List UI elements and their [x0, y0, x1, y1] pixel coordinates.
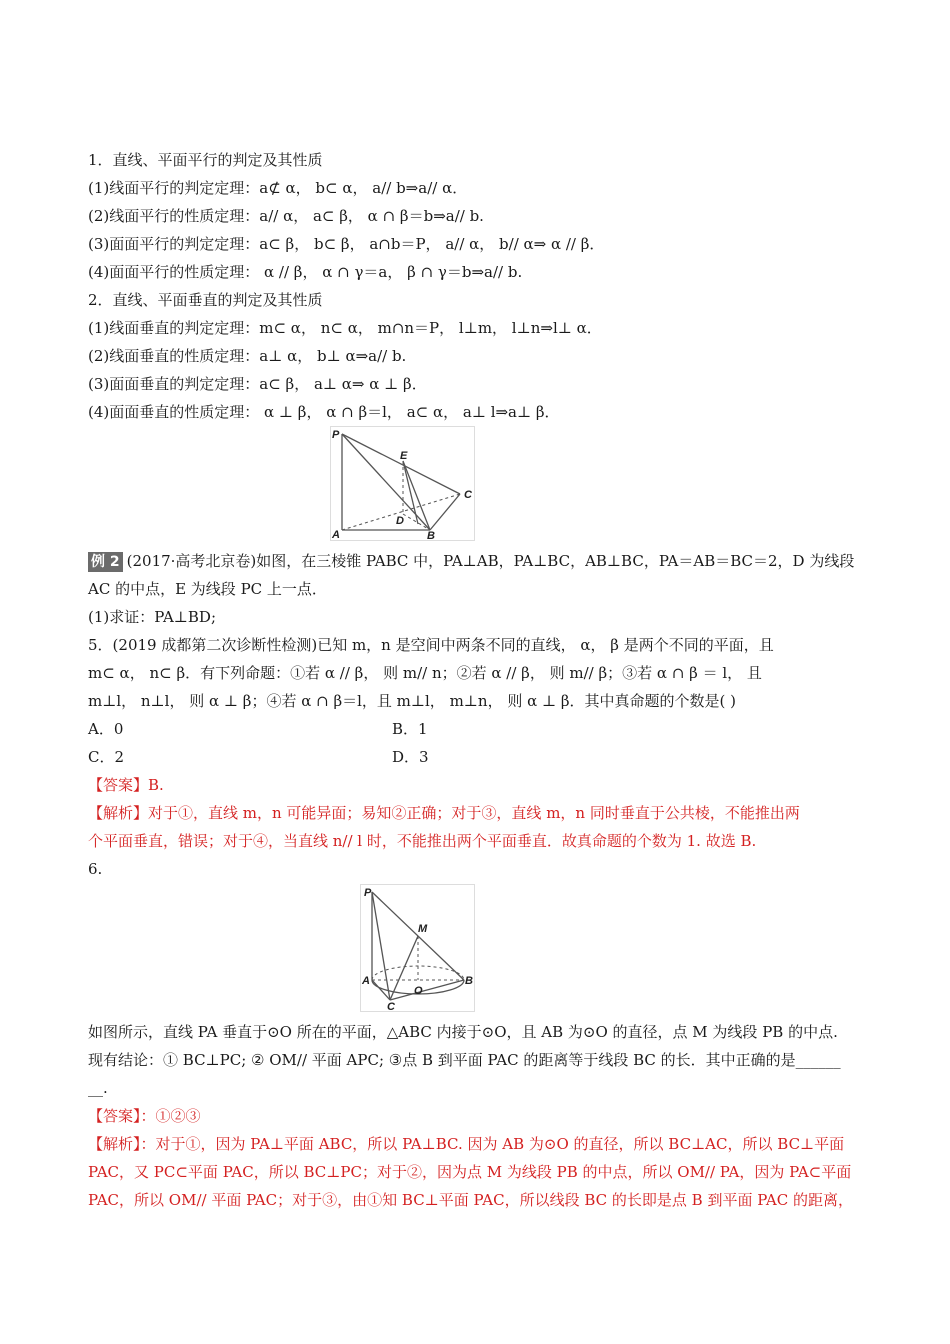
- q6-analysis-line2: PAC，又 PC⊂平面 PAC，所以 BC⊥PC；对于②，因为点 M 为线段 PB 的中点，所以 OM// PA，因为 PA⊂平面: [88, 1163, 852, 1181]
- section1-item: (1)线面平行的判定定理：a⊄ α， b⊂ α， a// b⇒a// α．: [88, 179, 468, 197]
- q6-answer: 【答案】：①②③: [88, 1107, 201, 1125]
- label-c: C: [387, 1001, 395, 1012]
- section1-item: (3)面面平行的判定定理：a⊂ β， b⊂ β， a∩b＝P， a// α， b// α⇒ α // β．: [88, 235, 605, 253]
- label-p: P: [332, 429, 340, 441]
- q5-option-c: C．2: [88, 748, 125, 766]
- cone-figure: [360, 884, 475, 1012]
- example2-line1: [88, 551, 854, 572]
- example-badge: 例 2: [88, 552, 123, 572]
- label-b: B: [427, 530, 435, 541]
- label-a: A: [362, 975, 370, 987]
- label-m: M: [418, 923, 428, 935]
- section1-heading: 1．直线、平面平行的判定及其性质: [88, 151, 323, 169]
- label-p: P: [364, 887, 372, 899]
- section1-item: (4)面面平行的性质定理： α // β， α ∩ γ＝a， β ∩ γ＝b⇒a// b.: [88, 263, 523, 281]
- q6-line2: 现有结论：① BC⊥PC; ② OM// 平面 APC; ③点 B 到平面 PAC 的距离等于线段 BC 的长．其中正确的是______: [88, 1051, 841, 1069]
- q5-analysis-line2: 个平面垂直，错误；对于④，当直线 n// l 时，不能推出两个平面垂直．故真命题的个数为 1. 故选 B.: [88, 832, 757, 850]
- q6-number: 6.: [88, 860, 103, 878]
- pyramid-figure: [330, 426, 475, 541]
- example2-text: (2017·高考北京卷)如图，在三棱锥 PABC 中，PA⊥AB，PA⊥BC，AB⊥BC，PA＝AB＝BC＝2，D 为线段: [126, 552, 855, 570]
- q5-answer: 【答案】B.: [88, 776, 164, 794]
- section2-item: (3)面面垂直的判定定理：a⊂ β， a⊥ α⇒ α ⊥ β．: [88, 375, 427, 393]
- section2-item: (2)线面垂直的性质定理：a⊥ α， b⊥ α⇒a// b.: [88, 347, 407, 365]
- q6-analysis-line1: 【解析】：对于①，因为 PA⊥平面 ABC，所以 PA⊥BC. 因为 AB 为⊙O 的直径，所以 BC⊥AC，所以 BC⊥平面: [88, 1135, 845, 1153]
- section2-item: (4)面面垂直的性质定理： α ⊥ β， α ∩ β＝l， a⊂ α， a⊥ l⇒a⊥ β．: [88, 403, 560, 421]
- label-c: C: [464, 489, 472, 501]
- label-d: D: [396, 515, 404, 527]
- q5-option-b: B．1: [392, 720, 428, 738]
- label-a: A: [332, 529, 340, 541]
- label-b: B: [465, 975, 473, 987]
- label-e: E: [400, 450, 408, 462]
- q5-line3: m⊥l， n⊥l， 则 α ⊥ β；④若 α ∩ β＝l，且 m⊥l， m⊥n， 则 α ⊥ β．其中真命题的个数是( ): [88, 692, 737, 710]
- section2-item: (1)线面垂直的判定定理：m⊂ α， n⊂ α， m∩n＝P， l⊥m， l⊥n⇒l⊥ α．: [88, 319, 602, 337]
- example2-line3: (1)求证：PA⊥BD;: [88, 608, 217, 626]
- example2-line2: AC 的中点，E 为线段 PC 上一点．: [88, 580, 327, 598]
- q5-analysis-line1: 【解析】对于①，直线 m，n 可能异面；易知②正确；对于③，直线 m，n 同时垂直于公共棱，不能推出两: [88, 804, 800, 822]
- q5-option-d: D．3: [392, 748, 429, 766]
- q6-line3: __.: [88, 1079, 108, 1097]
- q6-line1: 如图所示，直线 PA 垂直于⊙O 所在的平面，△ABC 内接于⊙O，且 AB 为⊙O 的直径，点 M 为线段 PB 的中点.: [88, 1023, 838, 1041]
- label-o: O: [414, 985, 423, 997]
- q5-line1: 5．(2019 成都第二次诊断性检测)已知 m，n 是空间中两条不同的直线， α， β 是两个不同的平面，且: [88, 636, 774, 654]
- section2-heading: 2．直线、平面垂直的判定及其性质: [88, 291, 323, 309]
- q6-analysis-line3: PAC，所以 OM// 平面 PAC；对于③，由①知 BC⊥平面 PAC，所以线段 BC 的长即是点 B 到平面 PAC 的距离，: [88, 1191, 854, 1209]
- q5-option-a: A．0: [88, 720, 124, 738]
- q5-line2: m⊂ α， n⊂ β．有下列命题：①若 α // β， 则 m// n；②若 α // β， 则 m// β；③若 α ∩ β ＝ l， 且: [88, 664, 762, 682]
- section1-item: (2)线面平行的性质定理：a// α， a⊂ β， α ∩ β＝b⇒a// b.: [88, 207, 484, 225]
